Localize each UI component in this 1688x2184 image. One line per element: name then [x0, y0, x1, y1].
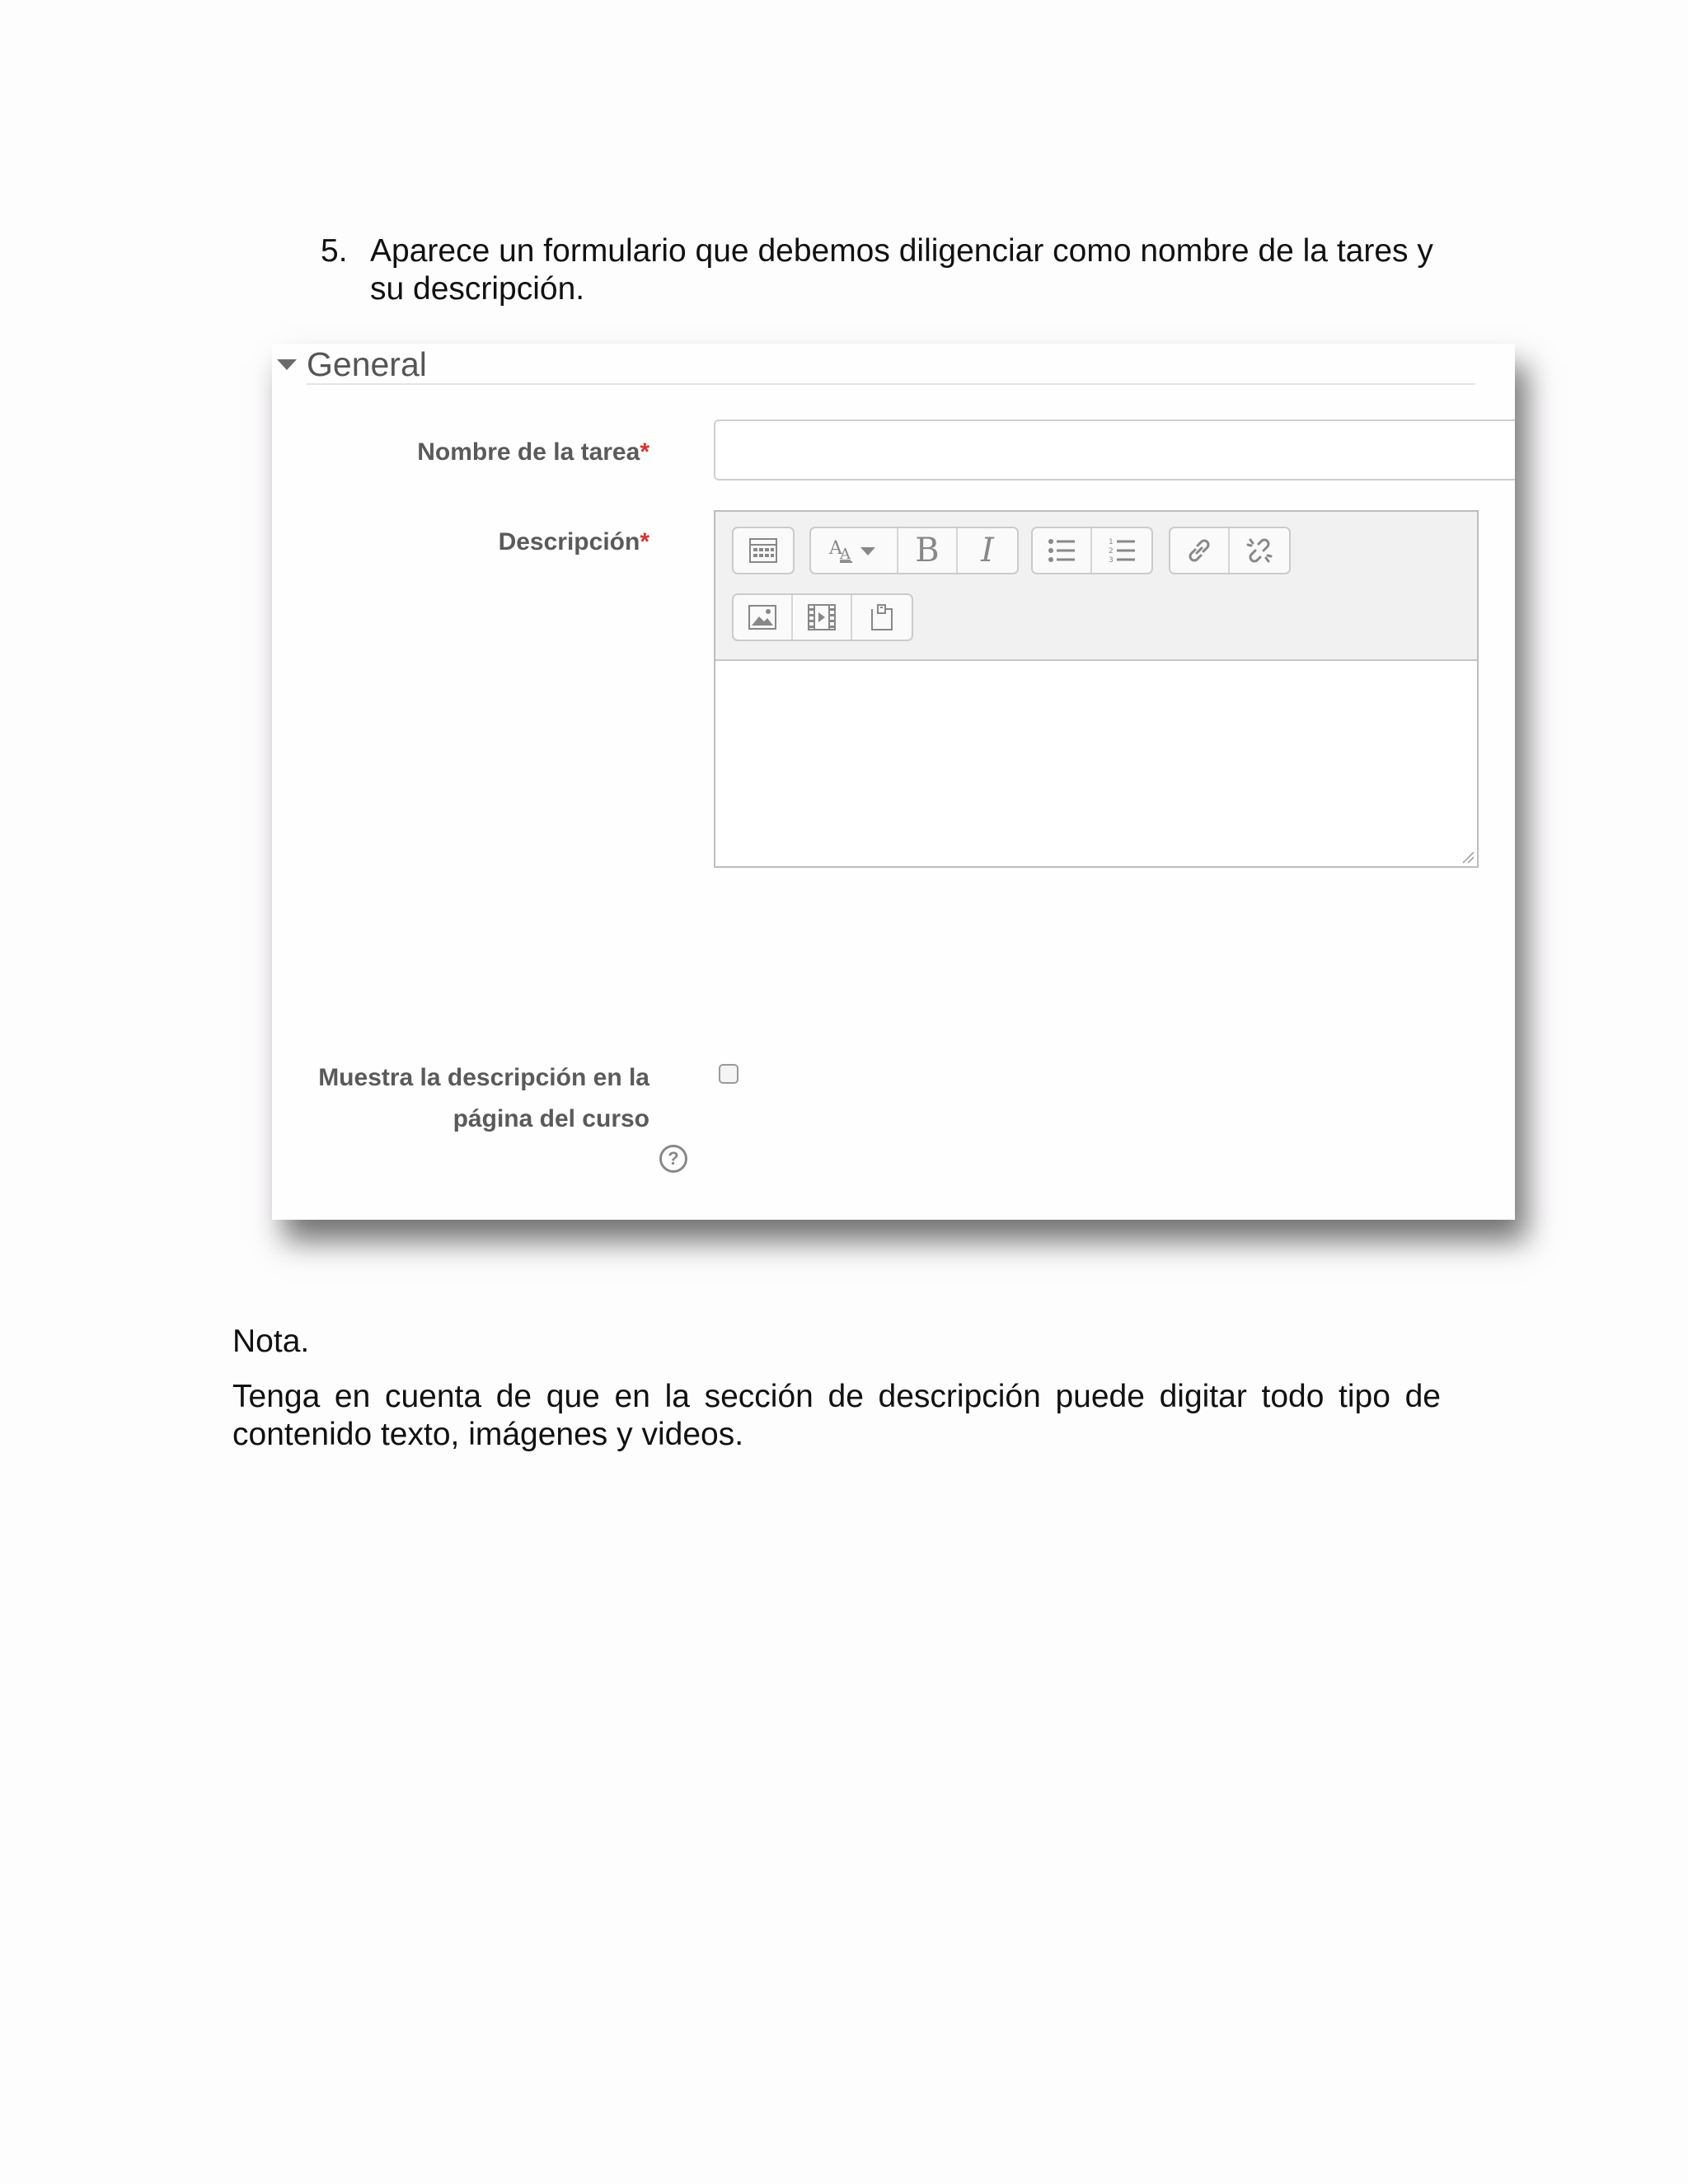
form-screenshot — [272, 344, 1515, 1220]
svg-text:A: A — [840, 546, 851, 563]
bold-icon: B — [915, 532, 940, 569]
step-number: 5. — [321, 233, 348, 269]
general-section-header[interactable] — [274, 344, 427, 385]
unlink-button[interactable] — [1230, 528, 1289, 573]
description-editor — [714, 510, 1479, 868]
editor-toolbar — [715, 512, 1477, 661]
resize-handle-icon[interactable] — [1460, 849, 1475, 864]
required-mark: * — [640, 528, 649, 555]
toolbar-group-links — [1169, 527, 1291, 574]
name-label: Nombre de la tarea* — [417, 438, 649, 466]
image-icon — [748, 605, 776, 630]
note-title: Nota. — [232, 1324, 310, 1359]
show-description-label: Muestra la descripción en la página del curso — [318, 1064, 649, 1132]
italic-button[interactable] — [958, 528, 1017, 573]
svg-text:A: A — [829, 538, 842, 559]
toolbar-toggle-button[interactable] — [734, 528, 793, 573]
required-mark: * — [640, 438, 649, 466]
help-icon[interactable]: ? — [659, 1145, 687, 1173]
toolbar-group-lists — [1031, 527, 1153, 574]
svg-text:3: 3 — [1109, 556, 1114, 565]
section-legend: General — [307, 344, 427, 383]
bullet-list-icon — [1048, 537, 1076, 564]
link-button[interactable] — [1170, 528, 1230, 573]
legend-divider — [307, 383, 1475, 385]
editor-content-area[interactable] — [715, 661, 1477, 866]
numbered-list-button[interactable] — [1092, 528, 1151, 573]
toolbar-group-media — [732, 593, 913, 641]
media-icon — [808, 604, 836, 630]
step-text: Aparece un formulario que debemos diligenciar como nombre de la tares y su descripción. — [370, 233, 1433, 307]
bold-button[interactable] — [898, 528, 958, 573]
description-label: Descripción* — [498, 528, 649, 555]
font-size-button[interactable] — [811, 528, 898, 573]
collapse-triangle-icon[interactable] — [277, 359, 297, 370]
note-body: Tenga en cuenta de que en la sección de descripción puede digitar todo tipo de contenido texto, imágenes y videos. — [232, 1379, 1441, 1452]
task-name-input[interactable] — [714, 419, 1515, 480]
font-size-icon — [828, 536, 880, 565]
toolbar-toggle-icon — [749, 538, 777, 563]
show-description-checkbox[interactable] — [719, 1064, 738, 1084]
image-button[interactable] — [734, 595, 793, 640]
toolbar-group-toggle — [732, 527, 795, 574]
link-icon — [1185, 537, 1213, 565]
manage-files-icon — [870, 603, 894, 631]
numbered-list-icon — [1108, 537, 1136, 565]
svg-text:1: 1 — [1109, 538, 1114, 546]
unlink-icon — [1245, 537, 1273, 565]
media-button[interactable] — [793, 595, 852, 640]
toolbar-group-format — [809, 527, 1019, 574]
svg-text:2: 2 — [1109, 547, 1114, 555]
bullet-list-button[interactable] — [1033, 528, 1092, 573]
manage-files-button[interactable] — [852, 595, 912, 640]
italic-icon: I — [981, 532, 994, 569]
